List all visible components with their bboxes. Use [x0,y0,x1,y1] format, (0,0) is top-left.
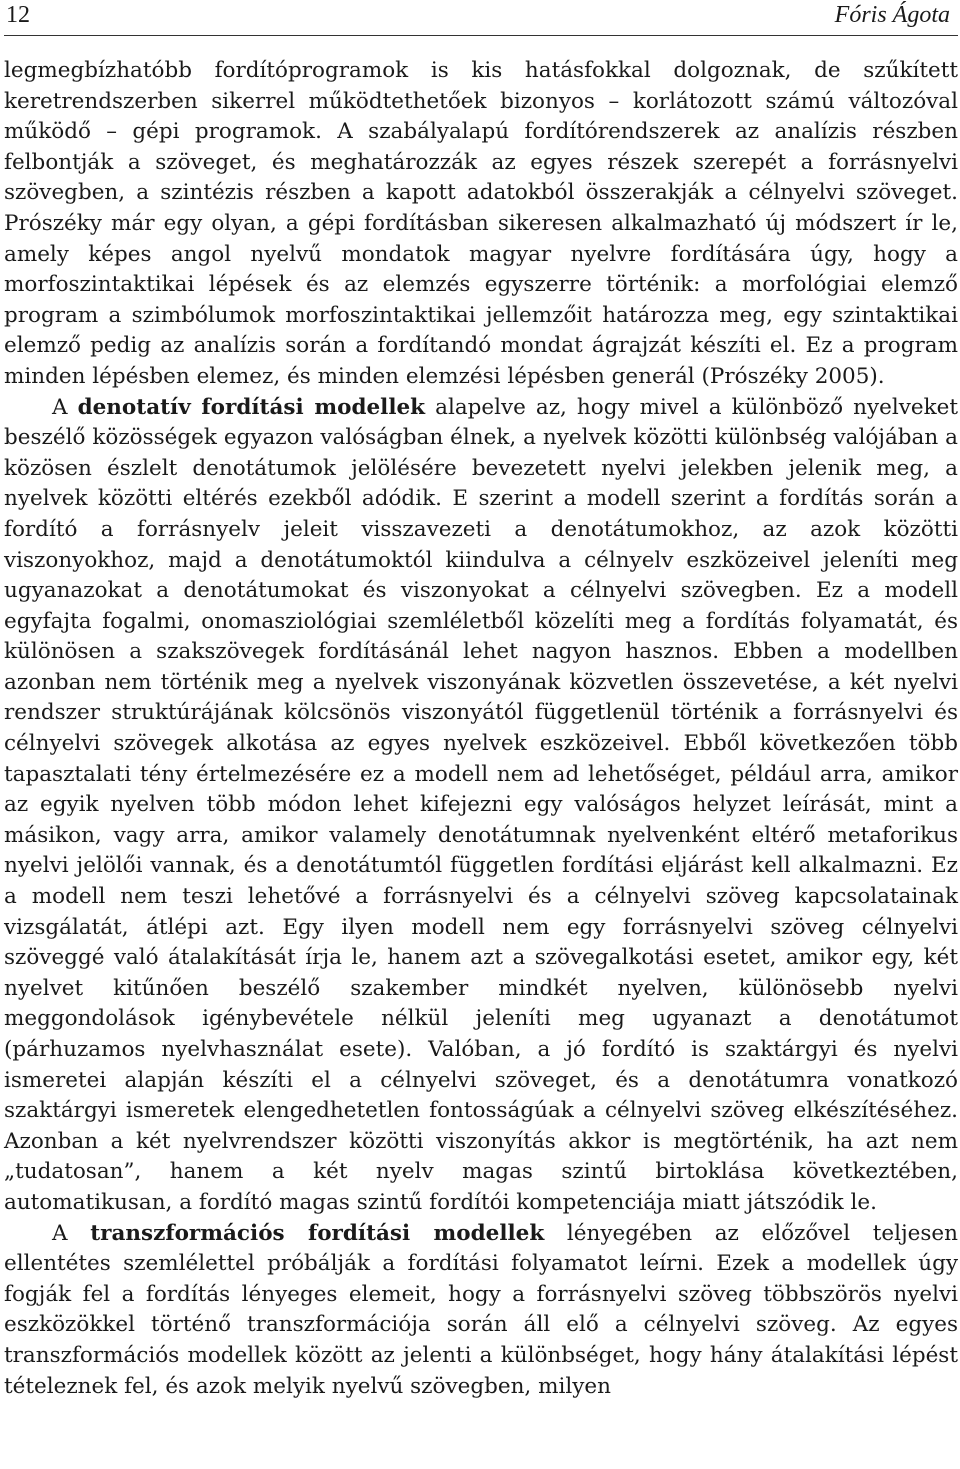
term-denotative-models: denotatív fordítási modellek [77,394,426,420]
header-rule [4,35,958,36]
running-title: Fóris Ágota [834,2,950,28]
paragraph-text: alapelve az, hogy mivel a különböző nyelveket beszélő közösségek egyazon valóságban élnek, a nyelvek közötti különbség valójában a közösen észlelt denotátumok jelölésére bevezetett nyelvi jelekben jelenik meg, a nyelvek közötti eltérés ezekből adódik. E szerint a modell szerint a fordítás során a fordító a forrásnyelv jeleit visszavezeti a denotátumokhoz, az azok közötti viszonyokhoz, majd a denotátumoktól kiindulva a célnyelv eszközeivel jeleníti meg ugyanazokat a denotátumokat és viszonyokat a célnyelvi szövegben. Ez a modell egyfajta fogalmi, onomasziológiai szemléletből közelíti meg a fordítás folyamatát, és különösen a szakszövegek fordításánál lehet nagyon hasznos. Ebben a modellben azonban nem történik meg a nyelvek viszonyának közvetlen összevetése, a két nyelvi rendszer struktúrájának kölcsönös viszonyától függetlenül történik a forrásnyelvi és célnyelvi szövegek alkotása az egyes nyelvek eszközeivel. Ebből következően több tapasztalati tény értelmezésére ez a modell nem ad lehetőséget, például arra, amikor az egyik nyelven több módon lehet kifejezni egy valóságos helyzet leírását, mint a másikon, vagy arra, amikor valamely denotátumnak nyelvenként eltérő metaforikus nyelvi jelölői vannak, és a denotátumtól független fordítási eljárást kell alkalmazni. Ez a modell nem teszi lehetővé a forrásnyelvi és a célnyelvi szöveg kapcsolatainak vizsgálatát, átlépi azt. Egy ilyen modell nem egy forrásnyelvi szöveg célnyelvi szöveggé való átalakítását írja le, hanem azt a szövegalkotási esetet, amikor egy, két nyelvet kitűnően beszélő szakember mindkét nyelven, különösebb nyelvi meggondolások igénybevétele nélkül jeleníti meg ugyanazt a denotátumot (párhuzamos nyelvhasználat esete). Valóban, a jó fordító is szaktárgyi és nyelvi ismeretei alapján készíti el a célnyelvi szöveget, és a denotátumra vonatkozó szaktárgyi ismeretek elengedhetetlen fontosságúak a célnyelvi szöveg elkészítéséhez. Azonban a két nyelvrendszer közötti viszonyítás akkor is megtörténik, ha azt nem „tudatosan”, hanem a két nyelv magas szintű birtoklása következtében, automatikusan, a fordító magas szintű fordítói kompetenciája miatt játszódik le. [4,394,959,1215]
paragraph-text: legmegbízhatóbb fordítóprogramok is kis hatásfokkal dolgoznak, de szűkített keretrendszerben sikerrel működtethetőek bizonyos – korlátozott számú változóval működő – gépi programok. A szabályalapú fordítórendszerek az analízis részben felbontják a szöveget, és meghatározzák az egyes részek szerepét a forrásnyelvi szövegben, a szintézis részben a kapott adatokból összerakják a célnyelvi szöveget. Prószéky már egy olyan, a gépi fordításban sikeresen alkalmazható új módszert ír le, amely képes angol nyelvű mondatok magyar nyelvre fordítására úgy, hogy a morfoszintaktikai lépések és az elemzés egyszerre történik: a morfológiai elemző program a szimbólumok morfoszintaktikai jellemzőit határozza meg, egy szintaktikai elemző pedig az analízis során a fordítandó mondat ágrajzát készíti el. Ez a program minden lépésben elemez, és minden elemzési lépésben generál (Prószéky 2005). [4,58,958,389]
paragraph-denotative-models [4,393,958,1219]
page-number: 12 [6,2,30,28]
running-head [4,0,958,36]
paragraph-text: lényegében az előzővel teljesen ellentétes szemlélettel próbálják a fordítási folyamatot leírni. Ezek a modellek úgy fogják fel a fordítás lényeges elemeit, hogy a forrásnyelvi szöveg többszörös nyelvi eszközökkel történő transzformációja során áll elő a célnyelvi szöveg. Az egyes transzformációs modellek között az jelenti a különbséget, hogy hány átalakítási lépést tételeznek fel, és azok melyik nyelvű szövegben, milyen [4,1220,958,1399]
term-transformational-models: transzformációs fordítási modellek [90,1220,545,1246]
paragraph-continuation [4,56,958,393]
paragraph-lead: A [52,394,78,420]
paragraph-lead: A [52,1220,91,1246]
paragraph-transformational-models [4,1219,958,1403]
body-text [4,56,958,1402]
